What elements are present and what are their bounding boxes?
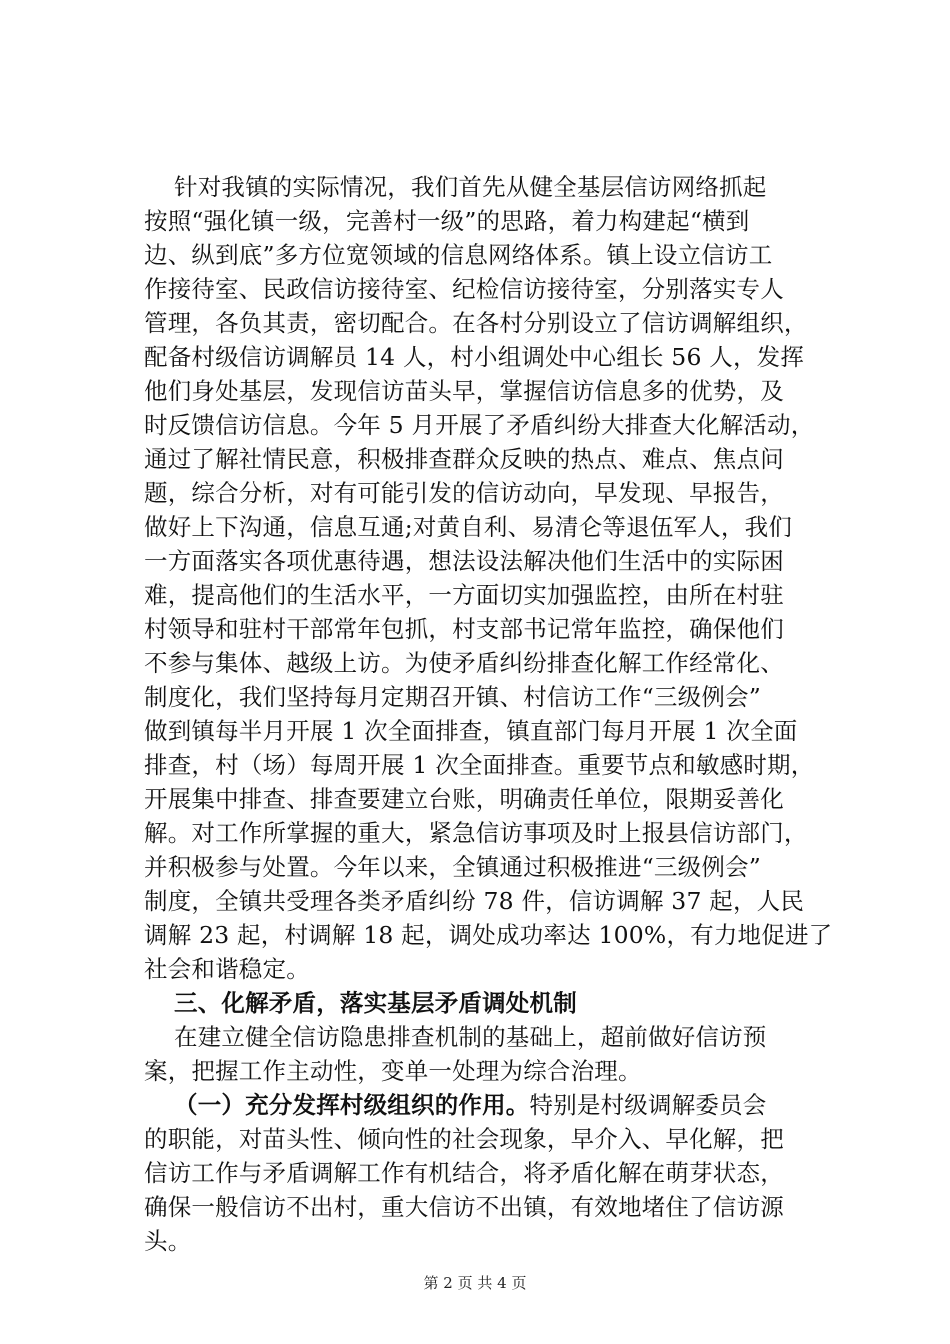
text-line: 村领导和驻村干部常年包抓，村支部书记常年监控，确保他们 (144, 615, 784, 643)
text-line: 信访工作与矛盾调解工作有机结合，将矛盾化解在萌芽状态， (144, 1159, 784, 1187)
paragraph-3 (144, 1088, 834, 1258)
text-line: 针对我镇的实际情况，我们首先从健全基层信访网络抓起 (174, 173, 767, 201)
text-line: 按照“强化镇一级，完善村一级”的思路，着力构建起“横到 (144, 207, 750, 235)
body-text (144, 170, 834, 1258)
text-line: 制度化，我们坚持每月定期召开镇、村信访工作“三级例会” (144, 683, 761, 711)
text-line: 配备村级信访调解员 14 人，村小组调处中心组长 56 人，发挥 (144, 343, 805, 371)
paragraph-2 (144, 1020, 834, 1088)
text-line: 案，把握工作主动性，变单一处理为综合治理。 (144, 1057, 642, 1085)
text-line: 难，提高他们的生活水平，一方面切实加强监控，由所在村驻 (144, 581, 784, 609)
text-line: 头。 (144, 1227, 192, 1255)
text-line: 的职能，对苗头性、倾向性的社会现象，早介入、早化解，把 (144, 1125, 784, 1153)
text-line: 做好上下沟通，信息互通;对黄自利、易清仑等退伍军人，我们 (144, 513, 793, 541)
text-line: 不参与集体、越级上访。为使矛盾纠纷排查化解工作经常化、 (144, 649, 784, 677)
section-heading: 三、化解矛盾，落实基层矛盾调处机制 (174, 989, 577, 1017)
text-line: 排查，村（场）每周开展 1 次全面排查。重要节点和敏感时期， (144, 751, 815, 779)
text-line: 通过了解社情民意，积极排查群众反映的热点、难点、焦点问 (144, 445, 784, 473)
text-line: 解。对工作所掌握的重大，紧急信访事项及时上报县信访部门， (144, 819, 808, 847)
text-line: 他们身处基层，发现信访苗头早，掌握信访信息多的优势，及 (144, 377, 784, 405)
paragraph-3-lead: （一）充分发挥村级组织的作用。 (174, 1091, 530, 1119)
text-line: 题，综合分析，对有可能引发的信访动向，早发现、早报告， (144, 479, 784, 507)
paragraph-1 (144, 170, 834, 986)
text-line: 并积极参与处置。今年以来，全镇通过积极推进“三级例会” (144, 853, 761, 881)
text-line: 时反馈信访信息。今年 5 月开展了矛盾纠纷大排查大化解活动， (144, 411, 815, 439)
text-line: 社会和谐稳定。 (144, 955, 310, 983)
text-line: 一方面落实各项优惠待遇，想法设法解决他们生活中的实际困 (144, 547, 784, 575)
text-line: 制度，全镇共受理各类矛盾纠纷 78 件，信访调解 37 起，人民 (144, 887, 805, 915)
text-line: 做到镇每半月开展 1 次全面排查，镇直部门每月开展 1 次全面 (144, 717, 798, 745)
text-line: 在建立健全信访隐患排查机制的基础上，超前做好信访预 (174, 1023, 767, 1051)
text-line: 调解 23 起，村调解 18 起，调处成功率达 100%，有力地促进了 (144, 921, 833, 949)
text-line: 确保一般信访不出村，重大信访不出镇，有效地堵住了信访源 (144, 1193, 784, 1221)
page-footer: 第 2 页 共 4 页 (423, 1274, 527, 1292)
text-line: 开展集中排查、排查要建立台账，明确责任单位，限期妥善化 (144, 785, 784, 813)
text-line: 边、纵到底”多方位宽领域的信息网络体系。镇上设立信访工 (144, 241, 773, 269)
text-line: 管理，各负其责，密切配合。在各村分别设立了信访调解组织， (144, 309, 808, 337)
text-line: 作接待室、民政信访接待室、纪检信访接待室，分别落实专人 (144, 275, 784, 303)
paragraph-3-first-line (144, 1088, 834, 1122)
paragraph-3-lead-rest: 特别是村级调解委员会 (529, 1091, 767, 1119)
